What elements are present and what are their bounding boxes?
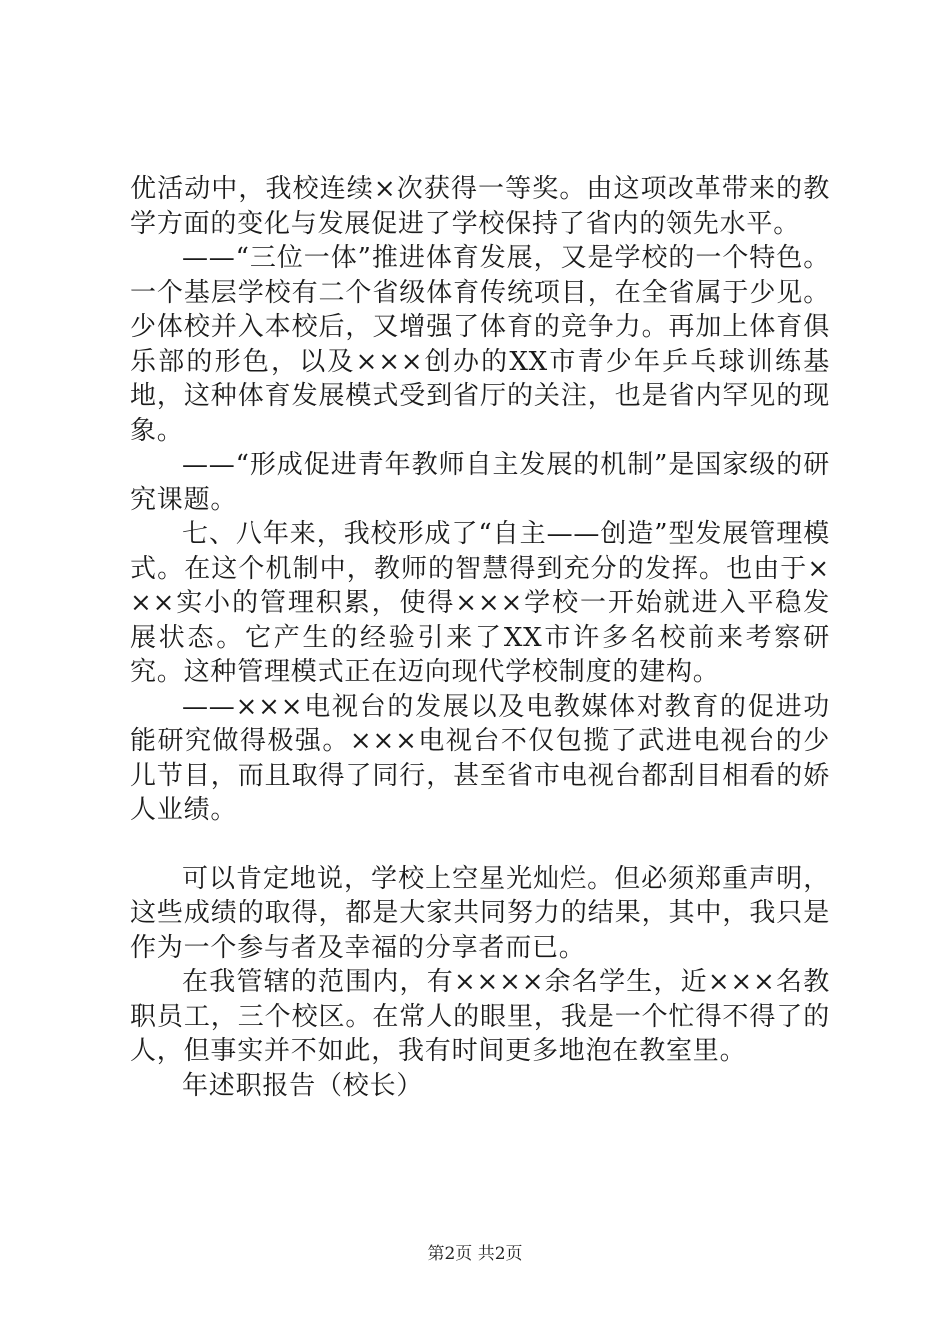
- paragraph-scope: 在我管辖的范围内，有××××余名学生，近×××名教职员工，三个校区。在常人的眼里，我是一个忙得不得了的人，但事实并不如此，我有时间更多地泡在教室里。: [130, 967, 830, 1066]
- paragraph-tv-station: ——×××电视台的发展以及电教媒体对教育的促进功能研究做得极强。×××电视台不仅包揽了武进电视台的少儿节目，而且取得了同行，甚至省市电视台都刮目相看的娇人业绩。: [130, 691, 830, 825]
- paragraph-management-model: 七、八年来，我校形成了“自主——创造”型发展管理模式。在这个机制中，教师的智慧得到充分的发挥。也由于×××实小的管理积累，使得×××学校一开始就进入平稳发展状态。它产生的经验引来了XX市许多名校前来考察研究。这种管理模式正在迈向现代学校制度的建构。: [130, 519, 830, 687]
- paragraph-achievements: 可以肯定地说，学校上空星光灿烂。但必须郑重声明，这些成绩的取得，都是大家共同努力的结果，其中，我只是作为一个参与者及幸福的分享者而已。: [130, 863, 830, 963]
- paragraph-continuation: 优活动中，我校连续×次获得一等奖。由这项改革带来的教学方面的变化与发展促进了学校保持了省内的领先水平。: [130, 174, 830, 239]
- paragraph-sports: ——“三位一体”推进体育发展，又是学校的一个特色。一个基层学校有二个省级体育传统项目，在全省属于少见。少体校并入本校后，又增强了体育的竞争力。再加上体育俱乐部的形色，以及×××创办的XX市青少年乒乓球训练基地，这种体育发展模式受到省厅的关注，也是省内罕见的现象。: [130, 243, 830, 446]
- paragraph-research-topic: ——“形成促进青年教师自主发展的机制”是国家级的研究课题。: [130, 450, 830, 515]
- paragraph-report-title: 年述职报告（校长）: [182, 1070, 424, 1101]
- page-footer: 第2页 共2页: [427, 1244, 523, 1264]
- document-body: [130, 172, 830, 1103]
